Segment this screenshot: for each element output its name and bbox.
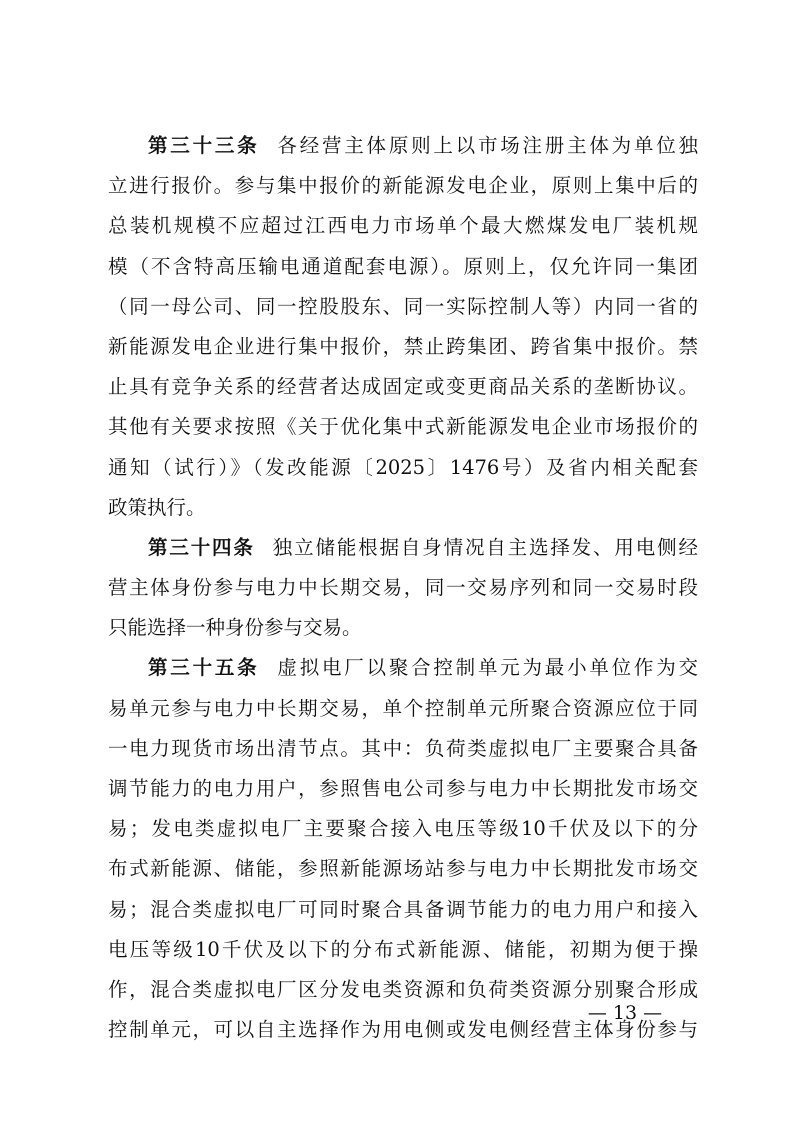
- article-35-line-7: 易；混合类虚拟电厂可同时聚合具备调节能力的电力用户和接入: [108, 897, 698, 921]
- article-33-line-7: 止具有竞争关系的经营者达成固定或变更商品关系的垄断协议。: [108, 375, 698, 399]
- article-text: 独立储能根据自身情况自主选择发、用电侧经: [272, 535, 698, 559]
- article-33-line-2: 立进行报价。参与集中报价的新能源发电企业，原则上集中后的: [108, 174, 698, 198]
- article-text: 各经营主体原则上以市场注册主体为单位独: [277, 134, 698, 157]
- article-35-line-10: 控制单元，可以自主选择作为用电侧或发电侧经营主体身份参与: [108, 1018, 698, 1042]
- article-33-line-10: 政策执行。: [108, 495, 206, 519]
- article-35-line-8: 电压等级10千伏及以下的分布式新能源、储能，初期为便于操: [108, 937, 698, 961]
- article-number: 第三十三条: [148, 134, 260, 157]
- article-35-line-2: 易单元参与电力中长期交易，单个控制单元所聚合资源应位于同: [108, 696, 698, 720]
- page-number: — 13 —: [587, 1002, 663, 1024]
- article-34-line-3: 只能选择一种身份参与交易。: [108, 616, 362, 640]
- article-33-line-3: 总装机规模不应超过江西电力市场单个最大燃煤发电厂装机规: [108, 214, 698, 238]
- article-33-line-1: [108, 126, 698, 166]
- article-35-line-9: 作，混合类虚拟电厂区分发电类资源和负荷类资源分别聚合形成: [108, 977, 698, 1001]
- article-35-line-3: 一电力现货市场出清节点。其中：负荷类虚拟电厂主要聚合具备: [108, 736, 698, 760]
- article-number: 第三十四条: [148, 535, 255, 559]
- article-35-line-6: 布式新能源、储能，参照新能源场站参与电力中长期批发市场交: [108, 857, 698, 881]
- article-35-line-5: 易；发电类虚拟电厂主要聚合接入电压等级10千伏及以下的分: [108, 817, 698, 841]
- article-33-line-4: 模（不含特高压输电通道配套电源）。原则上，仅允许同一集团: [108, 254, 698, 278]
- article-33-line-8: 其他有关要求按照《关于优化集中式新能源发电企业市场报价的: [108, 415, 698, 439]
- article-35-line-4: 调节能力的电力用户，参照售电公司参与电力中长期批发市场交: [108, 777, 698, 800]
- article-number: 第三十五条: [148, 656, 260, 680]
- article-33-line-5: （同一母公司、同一控股股东、同一实际控制人等）内同一省的: [108, 294, 698, 318]
- article-33-line-9: 通知（试行）》（发改能源〔2025〕1476号）及省内相关配套: [108, 455, 698, 479]
- article-text: 虚拟电厂以聚合控制单元为最小单位作为交: [277, 656, 698, 680]
- article-35-line-1: [108, 648, 698, 688]
- article-34-line-2: 营主体身份参与电力中长期交易，同一交易序列和同一交易时段: [108, 576, 698, 600]
- body-text: [108, 126, 698, 1050]
- article-33-line-6: 新能源发电企业进行集中报价，禁止跨集团、跨省集中报价。禁: [108, 334, 698, 358]
- article-34-line-1: [108, 528, 698, 568]
